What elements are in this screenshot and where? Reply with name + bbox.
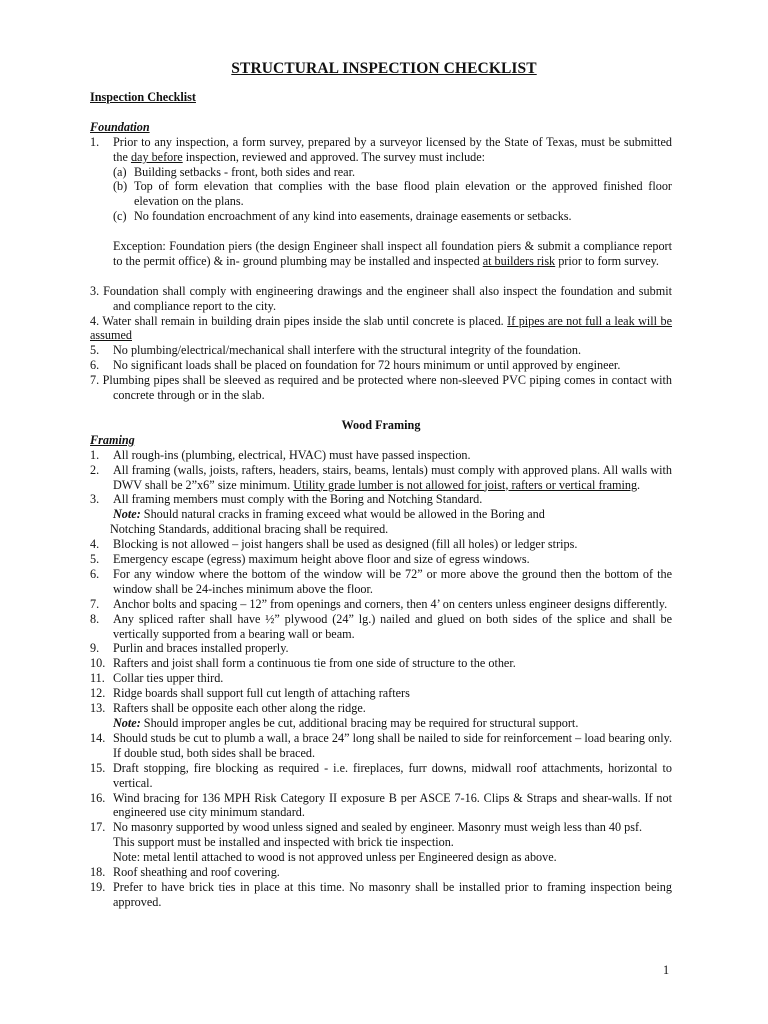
sub-item-label: (a) bbox=[113, 164, 127, 179]
framing-item bbox=[90, 552, 672, 567]
wood-framing-heading: Wood Framing bbox=[341, 417, 421, 432]
sub-item-text: Top of form elevation that complies with the base flood plain elevation or the approved finished floor elevation on the plans. bbox=[134, 179, 672, 209]
item-text: All rough-ins (plumbing, electrical, HVAC) must have passed inspection. bbox=[113, 447, 471, 462]
framing-item-2 bbox=[90, 463, 672, 493]
framing-subheading: Framing bbox=[90, 432, 135, 447]
item-number: 5. bbox=[90, 343, 100, 358]
item-number: 14. bbox=[90, 730, 106, 745]
item-text: For any window where the bottom of the window will be 72” or more above the ground then the bottom of the window shall be 24-inches minimum above the floor. bbox=[113, 566, 672, 596]
framing-item bbox=[90, 537, 672, 552]
item-number: 1. bbox=[90, 134, 100, 149]
foundation-item-1 bbox=[90, 135, 672, 165]
item-text: Ridge boards shall support full cut length of attaching rafters bbox=[113, 686, 410, 701]
item-number: 1. bbox=[90, 447, 100, 462]
item-text bbox=[113, 135, 672, 165]
item-text-part: inspection, reviewed and approved. The survey must include: bbox=[182, 149, 486, 164]
foundation-sub-item bbox=[113, 165, 672, 180]
note-label: Note: bbox=[113, 716, 141, 730]
item-number: 8. bbox=[90, 611, 100, 626]
sub-item-label: (b) bbox=[113, 179, 128, 194]
framing-item bbox=[90, 641, 672, 656]
foundation-sub-item bbox=[113, 209, 672, 224]
sub-item-text: No foundation encroachment of any kind into easements, drainage easements or setbacks. bbox=[134, 209, 572, 224]
exception-text: Exception: Foundation piers (the design Engineer shall inspect all foundation piers & submit a compliance report to the permit office) & in- ground plumbing may be installed and inspected bbox=[113, 239, 672, 268]
item-number: 2. bbox=[90, 462, 100, 477]
item-number: 15. bbox=[90, 760, 106, 775]
framing-note-3 bbox=[90, 507, 672, 522]
item-number: 9. bbox=[90, 641, 100, 656]
item-text-part: All framing (walls, joists, rafters, headers, stairs, beams, lentals) must comply with approved plans. All walls with DWV shall be 2”x6” size minimum. bbox=[113, 462, 672, 492]
framing-item bbox=[90, 865, 672, 880]
item-number: 6. bbox=[90, 358, 100, 373]
item-number: 5. bbox=[90, 552, 100, 567]
framing-item-1 bbox=[90, 448, 672, 463]
item-text: Draft stopping, fire blocking as required - i.e. fireplaces, furr downs, midwall roof attachments, horizontal to vertical. bbox=[113, 760, 672, 790]
foundation-item-7: 7. Plumbing pipes shall be sleeved as required and be protected where non-sleeved PVC piping comes in contact with concrete through or in the slab. bbox=[90, 373, 672, 403]
item-text: Emergency escape (egress) maximum height above floor and size of egress windows. bbox=[113, 552, 530, 567]
item-text-part: . bbox=[637, 477, 641, 492]
framing-item bbox=[90, 567, 672, 597]
item-text: All framing members must comply with the Boring and Notching Standard. bbox=[113, 492, 483, 507]
item-number: 17. bbox=[90, 820, 106, 835]
framing-item bbox=[90, 701, 672, 716]
framing-item-3 bbox=[90, 492, 672, 507]
framing-item-17-note: Note: metal lentil attached to wood is not approved unless per Engineered design as above. bbox=[113, 850, 557, 865]
item-text: Anchor bolts and spacing – 12” from openings and corners, then 4’ on centers unless engineer designs differently. bbox=[113, 596, 668, 611]
checklist-body bbox=[90, 90, 672, 910]
item-text: Should studs be cut to plumb a wall, a brace 24” long shall be nailed to side for reinforcement – load bearing only. If double stud, both sides shall be braced. bbox=[113, 730, 672, 760]
framing-item bbox=[90, 656, 672, 671]
framing-note-3-cont: Notching Standards, additional bracing shall be required. bbox=[110, 522, 389, 537]
item-number: 12. bbox=[90, 686, 106, 701]
page-title: STRUCTURAL INSPECTION CHECKLIST bbox=[231, 60, 537, 77]
underlined-text: day before bbox=[130, 149, 183, 164]
foundation-exception bbox=[90, 239, 672, 269]
item-number: 18. bbox=[90, 865, 106, 880]
item-text: Any spliced rafter shall have ½” plywood (24” lg.) nailed and glued on both sides of the splice and shall be vertically supported from a bearing wall or beam. bbox=[113, 611, 672, 641]
framing-item bbox=[90, 731, 672, 761]
item-text: No significant loads shall be placed on foundation for 72 hours minimum or until approved by engineer. bbox=[113, 358, 621, 373]
note-text: Should improper angles be cut, additional bracing may be required for structural support. bbox=[140, 716, 579, 730]
item-text: Prefer to have brick ties in place at this time. No masonry shall be installed prior to framing inspection being approved. bbox=[113, 879, 672, 909]
framing-item bbox=[90, 761, 672, 791]
item-number: 11. bbox=[90, 671, 105, 686]
page-number: 1 bbox=[663, 963, 670, 977]
foundation-item-6 bbox=[90, 358, 672, 373]
framing-item bbox=[90, 671, 672, 686]
note-text: Should natural cracks in framing exceed what would be allowed in the Boring and bbox=[140, 507, 545, 522]
item-text-part: Prior to any inspection, a form survey, prepared by a surveyor licensed by the State of Texas, must be submitted the bbox=[113, 134, 672, 164]
foundation-heading: Foundation bbox=[90, 119, 150, 134]
exception-text: prior to form survey. bbox=[555, 253, 659, 268]
item-text: No masonry supported by wood unless signed and sealed by engineer. Masonry must weigh less than 40 psf. bbox=[113, 820, 643, 835]
item-number: 13. bbox=[90, 701, 106, 716]
item-number: 16. bbox=[90, 790, 106, 805]
item-text bbox=[113, 463, 672, 493]
section-subheading: Inspection Checklist bbox=[90, 90, 196, 104]
framing-item bbox=[90, 612, 672, 642]
item-text: Wind bracing for 136 MPH Risk Category II exposure B per ASCE 7-16. Clips & Straps and shear-walls. If not engineered use city minimum standard. bbox=[113, 790, 672, 820]
foundation-item-5 bbox=[90, 343, 672, 358]
note-label: Note: bbox=[113, 507, 141, 522]
framing-item-17-line2: This support must be installed and inspected with brick tie inspection. bbox=[113, 835, 454, 850]
item-text: No plumbing/electrical/mechanical shall interfere with the structural integrity of the foundation. bbox=[113, 343, 582, 358]
underlined-text: Utility grade lumber is not allowed for joist, rafters or vertical framing bbox=[293, 477, 638, 492]
foundation-item-4 bbox=[90, 314, 672, 344]
foundation-item-3: 3. Foundation shall comply with engineering drawings and the engineer shall also inspect the foundation and submit and compliance report to the city. bbox=[90, 283, 672, 313]
item-text: Rafters and joist shall form a continuous tie from one side of structure to the other. bbox=[113, 656, 516, 671]
item-number: 4. bbox=[90, 537, 100, 552]
framing-item bbox=[90, 686, 672, 701]
item-text: Collar ties upper third. bbox=[113, 671, 224, 686]
framing-item bbox=[90, 597, 672, 612]
item-text: Purlin and braces installed properly. bbox=[113, 641, 289, 656]
item-number: 6. bbox=[90, 566, 100, 581]
framing-item bbox=[90, 791, 672, 821]
item-number: 19. bbox=[90, 879, 106, 894]
item-text: Rafters shall be opposite each other along the ridge. bbox=[113, 701, 366, 716]
sub-item-text: Building setbacks - front, both sides and rear. bbox=[134, 164, 356, 179]
item-text: 4. Water shall remain in building drain pipes inside the slab until concrete is placed. bbox=[90, 313, 508, 328]
framing-note-13 bbox=[90, 716, 672, 731]
item-number: 3. bbox=[90, 492, 100, 507]
item-text: Roof sheathing and roof covering. bbox=[113, 865, 280, 880]
item-number: 10. bbox=[90, 656, 106, 671]
sub-item-label: (c) bbox=[113, 209, 127, 224]
item-text: Blocking is not allowed – joist hangers shall be used as designed (fill all holes) or ledger strips. bbox=[113, 537, 578, 552]
item-number: 7. bbox=[90, 596, 100, 611]
foundation-sub-item bbox=[113, 179, 672, 209]
underlined-text: If pipes are not full a leak will be assumed bbox=[90, 313, 673, 343]
underlined-text: at builders risk bbox=[482, 253, 556, 268]
framing-item-17 bbox=[90, 820, 672, 835]
framing-item bbox=[90, 880, 672, 910]
